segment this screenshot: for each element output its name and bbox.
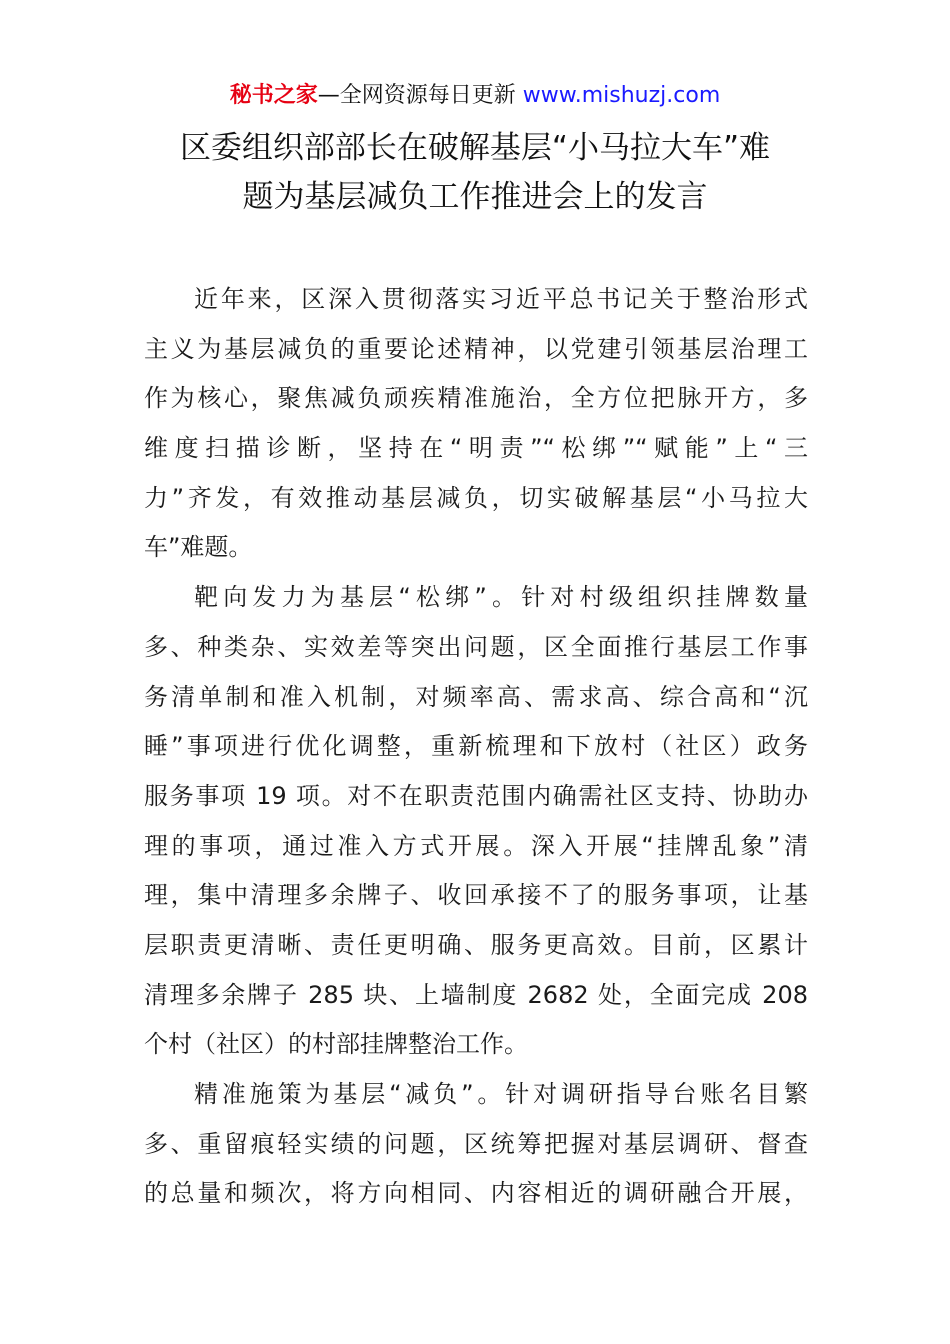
body-line: 车”难题。	[144, 533, 253, 562]
body-line: 主义为基层减负的重要论述精神，以党建引领基层治理工	[144, 334, 808, 363]
site-name: 秘书之家	[229, 83, 318, 108]
title-line: 题为基层减负工作推进会上的发言	[242, 179, 708, 215]
body-line: 睡”事项进行优化调整，重新梳理和下放村（社区）政务	[144, 732, 808, 761]
body-line: 层职责更清晰、责任更明确、服务更高效。目前，区累计	[144, 930, 808, 959]
body-line: 理，集中清理多余牌子、收回承接不了的服务事项，让基	[144, 881, 808, 910]
body-line: 作为核心，聚焦减负顽疾精准施治，全方位把脉开方，多	[144, 384, 808, 413]
body-line: 力”齐发，有效推动基层减负，切实破解基层“小马拉大	[144, 483, 808, 512]
body-line: 务清单制和准入机制，对频率高、需求高、综合高和“沉	[144, 682, 808, 711]
title-line: 区委组织部部长在破解基层“小马拉大车”难	[179, 130, 771, 166]
body-line: 的总量和频次，将方向相同、内容相近的调研融合开展，	[144, 1179, 808, 1208]
body-line: 靶向发力为基层“松绑”。针对村级组织挂牌数量	[194, 583, 808, 612]
site-header	[0, 80, 950, 112]
site-tagline: —全网资源每日更新	[317, 83, 523, 108]
document-title	[130, 124, 820, 222]
body-line: 近年来，区深入贯彻落实习近平总书记关于整治形式	[194, 285, 808, 313]
body-line: 清理多余牌子 285 块、上墙制度 2682 处，全面完成 208	[144, 980, 808, 1009]
body-line: 多、种类杂、实效差等突出问题，区全面推行基层工作事	[144, 632, 808, 661]
body-line: 多、重留痕轻实绩的问题，区统筹把握对基层调研、督查	[144, 1129, 808, 1158]
body-line: 理的事项，通过准入方式开展。深入开展“挂牌乱象”清	[144, 831, 808, 860]
body-line: 个村（社区）的村部挂牌整治工作。	[144, 1030, 528, 1059]
body-line: 维度扫描诊断，坚持在“明责”“松绑”“赋能”上“三	[144, 434, 808, 463]
body-line: 精准施策为基层“减负”。针对调研指导台账名目繁	[194, 1080, 808, 1108]
site-url-link[interactable]: www.mishuzj.com	[522, 83, 721, 108]
body-line: 服务事项 19 项。对不在职责范围内确需社区支持、协助办	[144, 781, 808, 810]
document-body	[144, 275, 808, 1219]
